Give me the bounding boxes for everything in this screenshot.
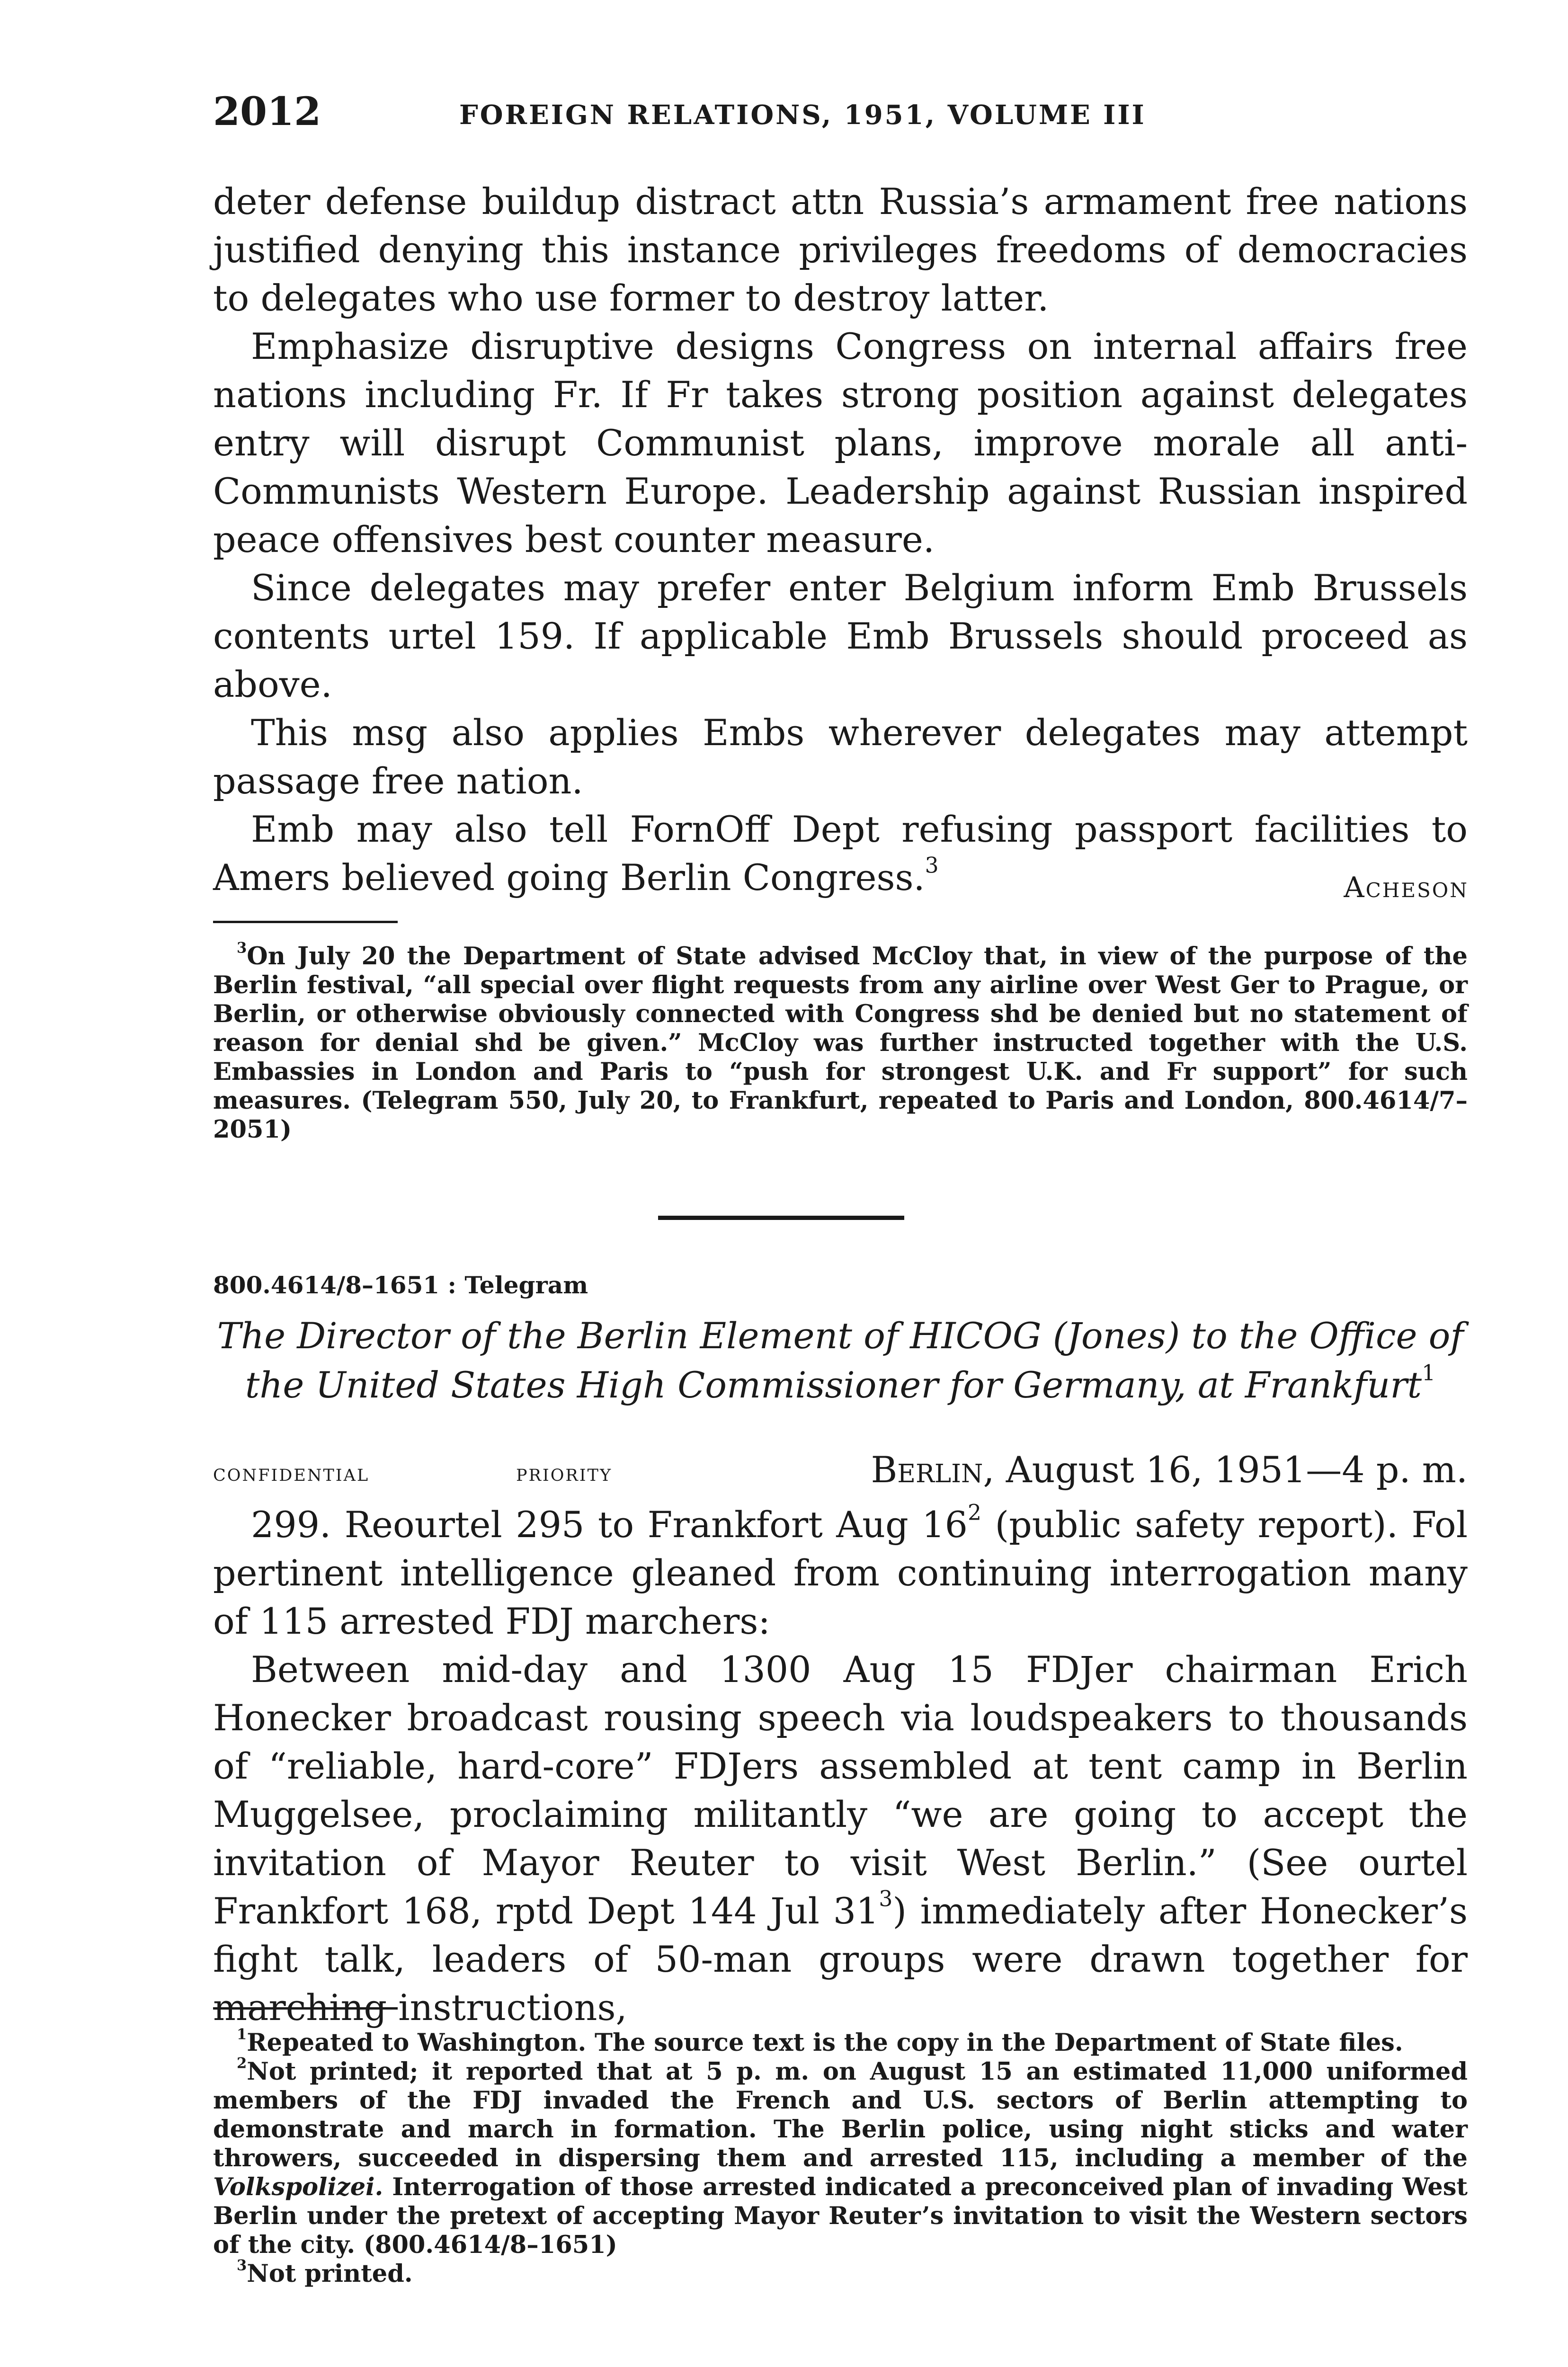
footnote [213, 2257, 1468, 2288]
signature: Acheson [1344, 871, 1469, 904]
footnote-italic: Volkspolizei. [213, 2173, 383, 2201]
paragraph: deter defense buildup distract attn Russia’s armament free nations justified denying this instance privileges freedoms of democracies to delegates who use former to destroy latter. [213, 180, 1468, 319]
paragraph-text: ) immediately after Honecker’s fight talk, leaders of 50-man groups were drawn together for marching instructions, [213, 1890, 1468, 2029]
paragraph: This msg also applies Embs wherever delegates may attempt passage free nation. [213, 712, 1468, 802]
footnote-marker: 2 [237, 2055, 247, 2072]
footnote-marker: 3 [237, 939, 247, 957]
datetime: August 16, 1951—4 p. m. [1006, 1449, 1468, 1491]
title-line: The Director of the Berlin Element of HICOG (Jones) to the Office of [217, 1315, 1464, 1357]
footnote-marker: 3 [925, 853, 939, 878]
classification-line [213, 1449, 1468, 1501]
page-number: 2012 [213, 89, 321, 134]
footnote-marker: 3 [879, 1886, 893, 1912]
paragraph-text: Between mid-day and 1300 Aug 15 FDJer chairman Erich Honecker broadcast rousing speech via loudspeakers to thousands of “reliable, hard-core” FDJers assembled at tent camp in Berlin Muggelsee, proclaiming militantly “we are going to accept the invitation of Mayor Reuter to visit West Berlin.” (See ourtel Frankfort 168, rptd Dept 144 Jul 31 [213, 1648, 1468, 1932]
paragraph: Since delegates may prefer enter Belgium inform Emb Brussels contents urtel 159. If applicable Emb Brussels should proceed as above. [213, 567, 1468, 705]
priority: priority [516, 1459, 613, 1486]
paragraph [213, 1646, 1468, 2032]
footnotes-1 [213, 939, 1468, 1144]
title-line-2 [213, 1361, 1468, 1410]
paragraph [213, 1501, 1468, 1646]
classification: confidential [213, 1459, 370, 1486]
footnote [213, 2057, 1468, 2260]
footnotes-2 [213, 2026, 1468, 2288]
footnote-marker: 2 [967, 1500, 981, 1525]
footnote-marker: 3 [237, 2257, 247, 2274]
footnote-text: On July 20 the Department of State advised McCloy that, in view of the purpose of the Berlin festival, “all special over flight requests from any airline over West Ger to Prague, or Berlin, or otherwise obviously connected with Congress shd be denied but no statement of reason for denial shd be given.” McCloy was further instructed together with the U.S. Embassies in London and Paris to “push for strongest U.K. and Fr support” for such measures. (Telegram 550, July 20, to Frankfurt, repeated to Paris and London, 800.4614/7–2051) [213, 942, 1468, 1144]
paragraph [213, 805, 1468, 902]
footnote-text: Not printed. [247, 2260, 413, 2288]
footnote-marker: 1 [1422, 1360, 1436, 1386]
footnote [213, 939, 1468, 1144]
footnote [213, 2026, 1468, 2057]
title-text: the United States High Commissioner for Germany, at Frankfurt [245, 1364, 1422, 1406]
footnote-text: Interrogation of those arrested indicated a preconceived plan of invading West Berlin under the pretext of accepting Mayor Reuter’s invitation to visit the Western sectors of the city. (800.4614/8–1651) [213, 2173, 1468, 2259]
telegram-body [213, 1501, 1468, 2032]
footnote-text: Not printed; it reported that at 5 p. m. on August 15 an estimated 11,000 uniformed members of the FDJ invaded the French and U.S. sectors of Berlin attempting to demonstrate and march in formation. The Berlin police, using night sticks and water throwers, succeeded in dispersing them and arrested 115, including a member of the [213, 2057, 1468, 2172]
document-title [213, 1311, 1468, 1410]
continuation-text [213, 178, 1468, 902]
paragraph: Emphasize disruptive designs Congress on internal affairs free nations including Fr. If Fr takes strong position against delegates entry will disrupt Communist plans, improve morale all anti-Communists Western Europe. Leadership against Russian inspired peace offensives best counter measure. [213, 325, 1468, 561]
paragraph-text: 299. Reourtel 295 to Frankfort Aug 16 [251, 1504, 968, 1546]
dateline [871, 1449, 1468, 1491]
footnote-text: Repeated to Washington. The source text is the copy in the Department of State files. [247, 2029, 1403, 2057]
running-head: FOREIGN RELATIONS, 1951, VOLUME III [459, 99, 1146, 131]
footnote-rule [213, 2007, 398, 2010]
document-reference: 800.4614/8–1651 : Telegram [213, 1271, 588, 1299]
page-header [213, 89, 1468, 141]
paragraph-text: Emb may also tell FornOff Dept refusing passport facilities to Amers believed going Berlin Congress. [213, 808, 1468, 899]
document-separator [658, 1216, 904, 1220]
footnote-rule [213, 921, 398, 923]
place: Berlin, [871, 1449, 995, 1491]
footnote-marker: 1 [237, 2026, 247, 2043]
paragraph-text: (public safety report). Fol pertinent intelligence gleaned from continuing interrogation many of 115 arrested FDJ marchers: [213, 1504, 1468, 1642]
